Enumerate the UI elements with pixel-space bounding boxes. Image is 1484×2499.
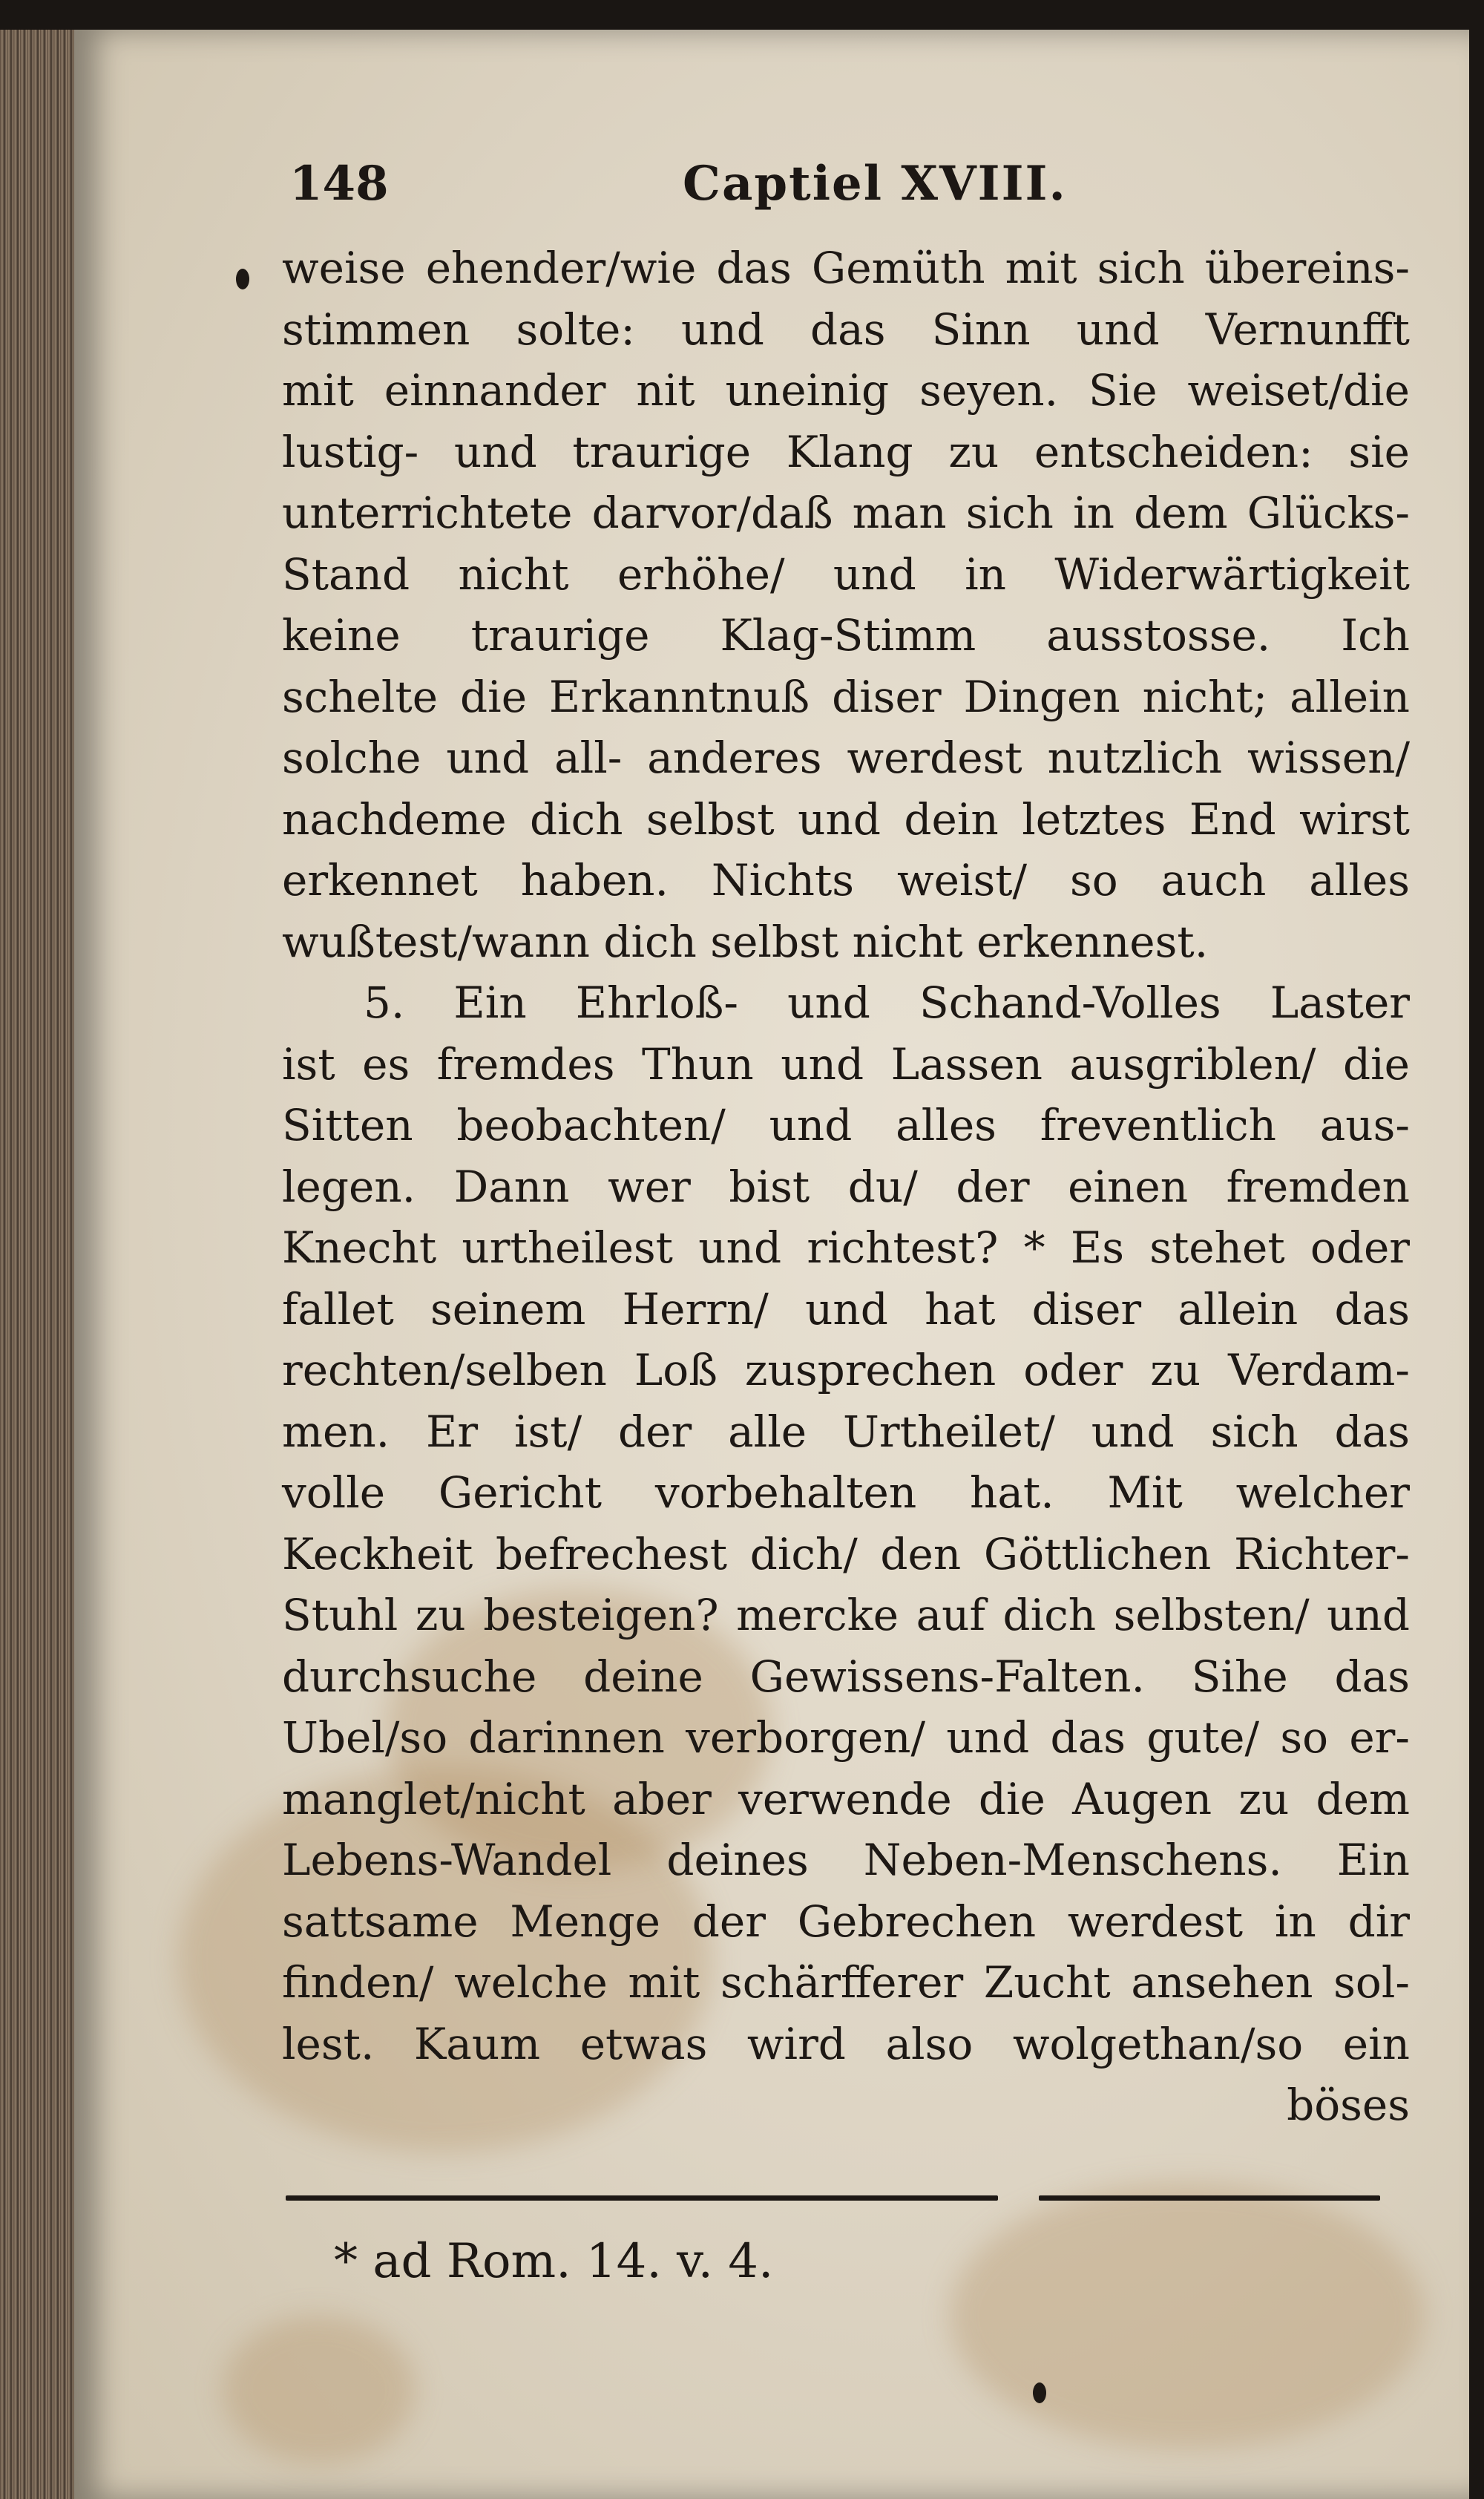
text-line: Knecht urtheilest und richtest? * Es stehet oder bbox=[282, 1222, 1410, 1273]
text-line: mit einnander nit uneinig seyen. Sie weiset/die bbox=[282, 365, 1410, 416]
text-line: wußtest/wann dich selbst nicht erkennest. bbox=[282, 916, 1209, 967]
text-line: Lebens-Wandel deines Neben-Menschens. Ein bbox=[282, 1835, 1410, 1885]
water-stain bbox=[950, 2182, 1425, 2449]
text-line: Stuhl zu besteigen? mercke auf dich selbsten/ und bbox=[282, 1590, 1410, 1640]
ink-spot bbox=[1033, 2382, 1046, 2403]
text-line: nachdeme dich selbst und dein letztes End wirst bbox=[282, 793, 1410, 845]
text-line: unterrichtete darvor/daß man sich in dem Glücks- bbox=[282, 488, 1410, 538]
text-line: solche und all- anderes werdest nutzlich wissen/ bbox=[282, 733, 1410, 783]
text-line: ist es fremdes Thun und Lassen ausgriblen/ die bbox=[282, 1038, 1410, 1090]
chapter-title: Captiel XVIII. bbox=[683, 156, 1067, 212]
text-line: legen. Dann wer bist du/ der einen fremden bbox=[282, 1161, 1410, 1212]
text-line: finden/ welche mit schärfferer Zucht ansehen sol- bbox=[282, 1957, 1410, 2008]
footnote-rule-left bbox=[286, 2195, 998, 2201]
book-page-edges bbox=[0, 30, 74, 2499]
text-line: durchsuche deine Gewissens-Falten. Sihe das bbox=[282, 1651, 1410, 1702]
body-text bbox=[282, 238, 1410, 2136]
text-line: men. Er ist/ der alle Urtheilet/ und sich das bbox=[282, 1406, 1410, 1457]
footnote-rule-right bbox=[1039, 2195, 1380, 2201]
margin-mark bbox=[236, 269, 249, 289]
text-line: sattsame Menge der Gebrechen werdest in dir bbox=[282, 1896, 1410, 1947]
footnote: * ad Rom. 14. v. 4. bbox=[334, 2234, 774, 2289]
text-line: stimmen solte: und das Sinn und Vernunfft bbox=[282, 304, 1410, 355]
text-line: keine traurige Klag-Stimm ausstosse. Ich bbox=[282, 610, 1410, 661]
text-line: Sitten beobachten/ und alles freventlich aus- bbox=[282, 1100, 1410, 1150]
text-line: fallet seinem Herrn/ und hat diser allein das bbox=[282, 1283, 1410, 1334]
text-line: manglet/nicht aber verwende die Augen zu dem bbox=[282, 1773, 1410, 1824]
text-line: rechten/selben Loß zusprechen oder zu Verdam- bbox=[282, 1345, 1410, 1395]
text-line: erkennet haben. Nichts weist/ so auch alles bbox=[282, 855, 1410, 905]
text-line: Ubel/so darinnen verborgen/ und das gute/ so er- bbox=[282, 1712, 1410, 1763]
text-line: volle Gericht vorbehalten hat. Mit welcher bbox=[282, 1467, 1410, 1518]
text-line: weise ehender/wie das Gemüth mit sich übereins- bbox=[282, 243, 1410, 293]
text-line: lest. Kaum etwas wird also wolgethan/so ein bbox=[282, 2018, 1410, 2069]
running-header bbox=[289, 156, 1432, 238]
water-stain bbox=[223, 2316, 416, 2464]
text-line: Stand nicht erhöhe/ und in Widerwärtigkeit bbox=[282, 548, 1410, 600]
text-line: lustig- und traurige Klang zu entscheiden: sie bbox=[282, 426, 1410, 477]
text-line: Keckheit befrechest dich/ den Göttlichen Richter- bbox=[282, 1528, 1410, 1579]
text-line: schelte die Erkanntnuß diser Dingen nicht; allein bbox=[282, 671, 1410, 722]
paragraph-start-line: 5. Ein Ehrloß- und Schand-Volles Laster bbox=[364, 977, 1410, 1028]
page-number: 148 bbox=[289, 156, 389, 212]
catchword: böses bbox=[1287, 2080, 1410, 2130]
